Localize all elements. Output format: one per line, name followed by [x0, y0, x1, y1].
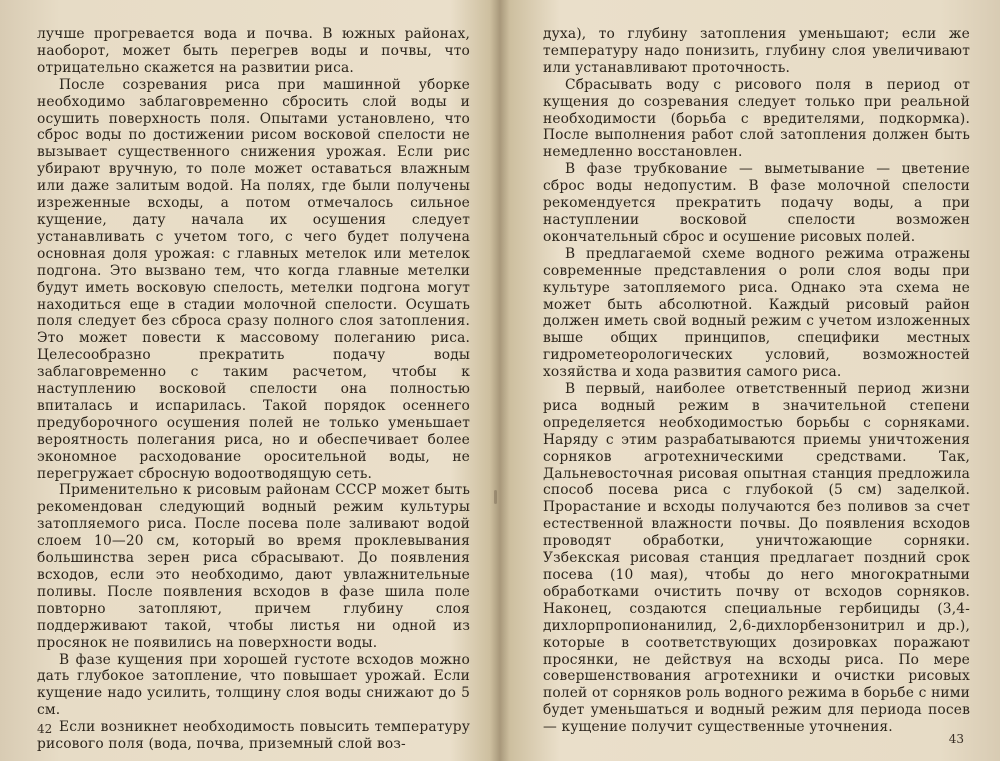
right-paragraph-5: В первый, наиболее ответственный период жизни риса водный режим в значительной степени определяется необходимостью борьбы с сорняками. Наряду с этим разрабатываются приемы уничтожения сорняков агротехническими средствами. Так, Дальневосточная рисовая опытная станция предложила способ посева риса с глубокой (5 см) заделкой. Прорастание и всходы получаются без поливов за счет естественной влажности почвы. До появления всходов проводят обработки, уничтожающие сорняки. Узбекская рисовая станция предлагает поздний срок посева (10 мая), чтобы до него многократными обработками очистить почву от всходов сорняков. Наконец, создаются специальные гербициды (3,4-дихлорпропионанилид, 2,6-дихлорбензонитрил и др.), которые в соответствующих дозировках поражают просянки, не действуя на всходы риса. По мере совершенствования агротехники и очистки рисовых полей от сорняков роль водного режима в борьбе с ними будет уменьшаться и водный режим для периода посев — кущение получит существенные уточнения.	[543, 381, 970, 736]
right-page-number: 43	[948, 732, 964, 746]
right-paragraph-3: В фазе трубкование — выметывание — цветение сброс воды недопустим. В фазе молочной спелости рекомендуется прекратить подачу воды, а при наступлении восковой спелости возможен окончательный сброс и осушение рисовых полей.	[543, 161, 970, 245]
left-paragraph-4: В фазе кущения при хорошей густоте всходов можно дать глубокое затопление, что повышает урожай. Если кущение надо усилить, толщину слоя воды снижают до 5 см.	[37, 651, 470, 719]
right-paragraph-4: В предлагаемой схеме водного режима отражены современные представления о роли слоя воды при культуре затопляемого риса. Однако эта схема не может быть абсолютной. Каждый рисовый район должен иметь свой водный режим с учетом изложенных выше общих принципов, специфики местных гидрометеорологических условий, возможностей хозяйства и хода развития самого риса.	[543, 245, 970, 381]
binding-mark	[494, 490, 497, 504]
left-page-number: 42	[37, 722, 53, 736]
left-paragraph-2: После созревания риса при машинной уборке необходимо заблаговременно сбросить слой воды и осушить поверхность поля. Опытами установлено, что сброс воды по достижении рисом восковой спелости не вызывает существенного снижения урожая. Если рис убирают вручную, то поле может оставаться влажным или даже залитым водой. На полях, где были получены изреженные всходы, а потом отмечалось сильное кущение, дату начала их осушения следует устанавливать с учетом того, с чего будет получена основная доля урожая: с главных метелок или метелок подгона. Это вызвано тем, что когда главные метелки будут иметь восковую спелость, метелки подгона могут находиться еще в стадии молочной спелости. Осушать поля следует без сброса сразу полного слоя затопления. Это может повести к массовому полеганию риса. Целесообразно прекратить подачу воды заблаговременно с таким расчетом, чтобы к наступлению восковой спелости она полностью впиталась и испарилась. Такой порядок осеннего предуборочного осушения полей не только уменьшает вероятность полегания риса, но и обеспечивает более экономное расходование оросительной воды, не перегружает сбросную водоотводящую сеть.	[37, 76, 470, 482]
right-paragraph-1: духа), то глубину затопления уменьшают; если же температуру надо понизить, глубину слоя увеличивают или устанавливают проточность.	[543, 26, 970, 76]
left-paragraph-1: лучше прогревается вода и почва. В южных районах, наоборот, может быть перегрев воды и почвы, что отрицательно скажется на развитии риса.	[37, 26, 470, 76]
right-paragraph-2: Сбрасывать воду с рисового поля в период от кущения до созревания следует только при реальной необходимости (борьба с вредителями, подкормка). После выполнения работ слой затопления должен быть немедленно восстановлен.	[543, 76, 970, 161]
left-paragraph-5: Если возникнет необходимость повысить температуру рисового поля (вода, почва, приземный слой воз-	[37, 719, 470, 753]
right-page	[500, 0, 1000, 761]
left-paragraph-3: Применительно к рисовым районам СССР может быть рекомендован следующий водный режим культуры затопляемого риса. После посева поле заливают водой слоем 10—20 см, который во время проклевывания большинства зерен риса сбрасывают. До появления всходов, если это необходимо, дают увлажнительные поливы. После появления всходов в фазе шила поле повторно затопляют, причем глубину слоя поддерживают такой, чтобы листья ни одной из просянок не появились на поверхности воды.	[37, 482, 470, 651]
